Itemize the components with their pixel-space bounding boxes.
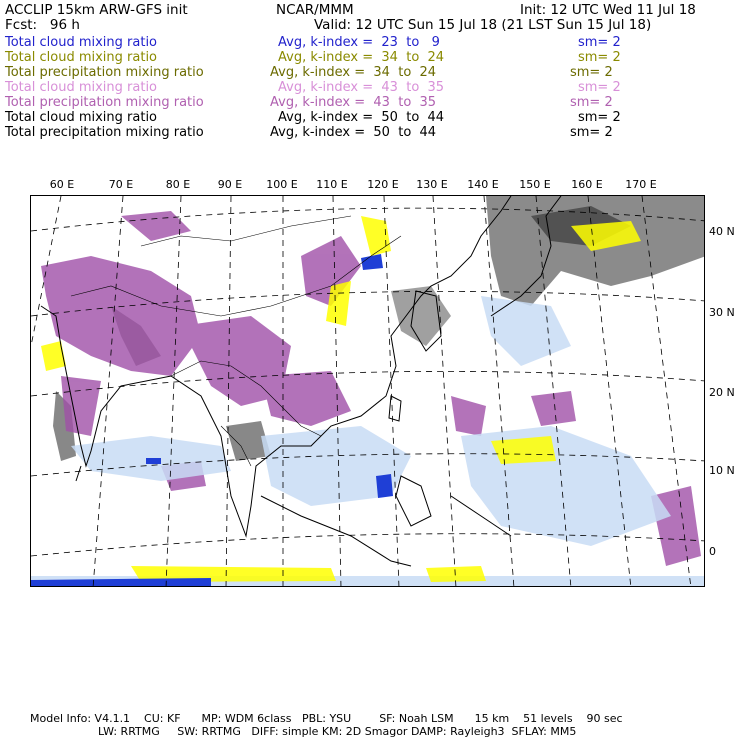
model-info-line2: LW: RRTMG SW: RRTMG DIFF: simple KM: 2D Smagor DAMP: Rayleigh3 SFLAY: MM5 (98, 725, 577, 738)
lat-label: 10 N (709, 464, 735, 477)
lon-label: 60 E (49, 178, 75, 191)
lon-label: 120 E (367, 178, 399, 191)
lon-label: 80 E (165, 178, 191, 191)
lon-label: 70 E (108, 178, 134, 191)
field-avg: Avg, k-index = 34 to 24 (278, 50, 445, 65)
map-panel (30, 195, 705, 587)
lon-label: 150 E (519, 178, 551, 191)
lon-label: 170 E (625, 178, 657, 191)
field-avg: Avg, k-index = 43 to 35 (270, 95, 437, 110)
lat-label: 30 N (709, 306, 735, 319)
map-canvas (31, 196, 705, 587)
lat-label: 20 N (709, 386, 735, 399)
lat-label: 40 N (709, 225, 735, 238)
org-label: NCAR/MMM (276, 2, 354, 18)
lon-label: 110 E (316, 178, 348, 191)
lon-label: 160 E (571, 178, 603, 191)
field-name: Total precipitation mixing ratio (5, 125, 204, 140)
field-sm: sm= 2 (578, 110, 621, 125)
valid-time: Valid: 12 UTC Sun 15 Jul 18 (21 LST Sun 15 Jul 18) (314, 17, 652, 33)
field-sm: sm= 2 (578, 50, 621, 65)
field-name: Total cloud mixing ratio (5, 50, 158, 65)
field-sm: sm= 2 (578, 35, 621, 50)
lon-label: 130 E (416, 178, 448, 191)
field-sm: sm= 2 (570, 95, 613, 110)
model-title: ACCLIP 15km ARW-GFS init (5, 2, 188, 18)
field-name: Total cloud mixing ratio (5, 35, 158, 50)
field-avg: Avg, k-index = 23 to 9 (278, 35, 440, 50)
lat-label: 0 (709, 545, 716, 558)
lon-label: 90 E (217, 178, 243, 191)
lon-label: 140 E (467, 178, 499, 191)
field-name: Total precipitation mixing ratio (5, 95, 204, 110)
field-name: Total cloud mixing ratio (5, 80, 158, 95)
field-name: Total cloud mixing ratio (5, 110, 158, 125)
field-sm: sm= 2 (570, 65, 613, 80)
field-avg: Avg, k-index = 34 to 24 (270, 65, 437, 80)
field-name: Total precipitation mixing ratio (5, 65, 204, 80)
field-sm: sm= 2 (570, 125, 613, 140)
forecast-hour: Fcst: 96 h (5, 17, 80, 33)
field-avg: Avg, k-index = 50 to 44 (278, 110, 445, 125)
lon-label: 100 E (266, 178, 298, 191)
field-sm: sm= 2 (578, 80, 621, 95)
field-avg: Avg, k-index = 50 to 44 (270, 125, 437, 140)
init-time: Init: 12 UTC Wed 11 Jul 18 (520, 2, 696, 18)
field-avg: Avg, k-index = 43 to 35 (278, 80, 445, 95)
model-info-line1: Model Info: V4.1.1 CU: KF MP: WDM 6class PBL: YSU SF: Noah LSM 15 km 51 levels 90 sec (30, 712, 623, 725)
